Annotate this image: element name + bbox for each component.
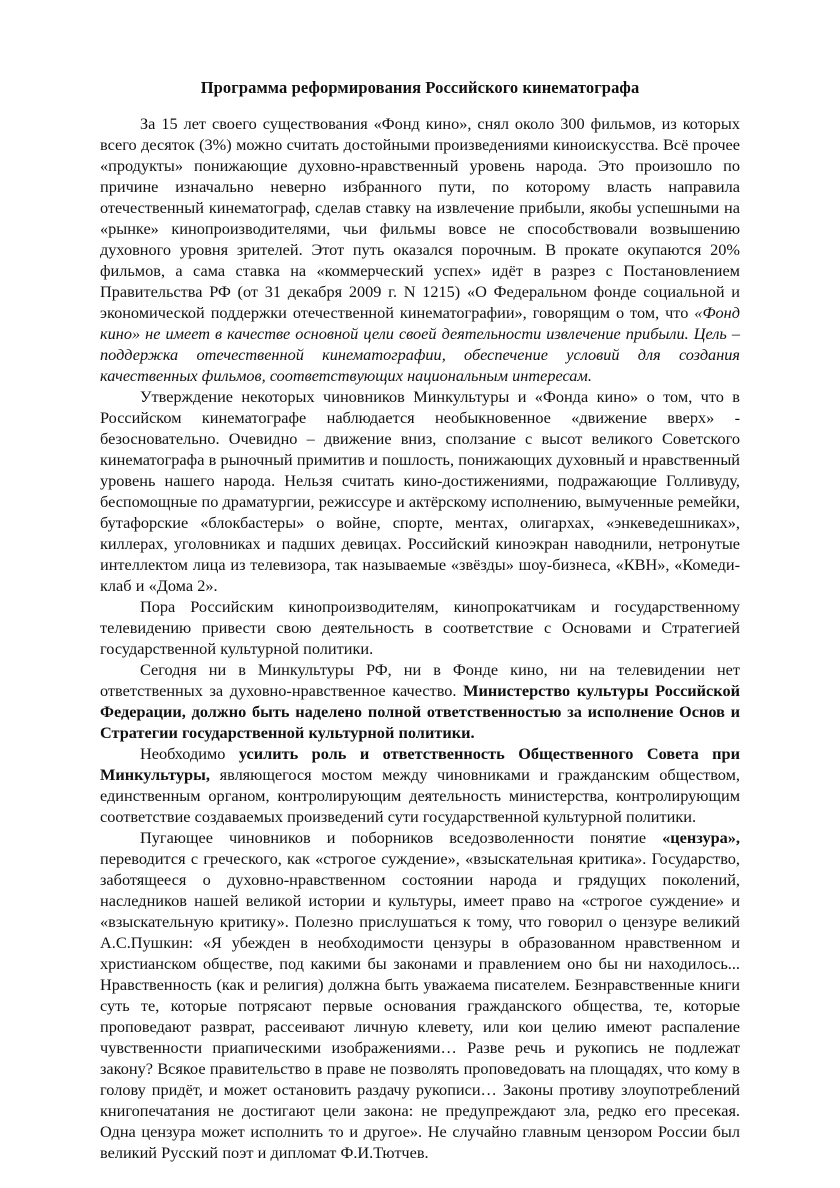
paragraph bbox=[100, 659, 740, 743]
text-run: Утверждение некоторых чиновников Минкультуры и «Фонда кино» о том, что в Российском кинематографе наблюдается необыкновенное «движение вверх» - безосновательно. Очевидно – движение вниз, сползание с высот великого Советского кинематографа в рыночный примитив и пошлость, понижающих духовный и нравственный уровень нашего народа. Нельзя считать кино-достижениями, подражающие Голливуду, беспомощные по драматургии, режиссуре и актёрскому исполнению, вымученные ремейки, бутафорские «блокбастеры» о войне, спорте, ментах, олигархах, «энкеведешниках», киллерах, уголовниках и падших девицах. Российский киноэкран наводнили, нетронутые интеллектом лица из телевизора, так называемые «звёзды» шоу-бизнеса, «КВН», «Комеди-клаб и «Дома 2». bbox=[100, 386, 741, 595]
text-run: являющегося мостом между чиновниками и гражданским обществом, единственным органом, контролирующим деятельность министерства, контролирующим соответствие создаваемых произведений сути государственной культурной политики. bbox=[100, 764, 740, 826]
bold-text-run: усилить роль и ответственность Общественного Совета при Минкультуры, bbox=[100, 743, 740, 784]
document-body bbox=[100, 78, 740, 1163]
paragraph-container bbox=[100, 113, 740, 1163]
page-title: Программа реформирования Российского кинематографа bbox=[200, 78, 640, 97]
paragraph bbox=[100, 386, 740, 596]
text-run: Пугающее чиновников и поборников вседозволенности понятие bbox=[140, 827, 663, 847]
paragraph bbox=[100, 743, 740, 827]
text-run: Сегодня ни в Минкультуры РФ, ни в Фонде кино, ни на телевидении нет ответственных за духовно-нравственное качество. bbox=[100, 659, 740, 700]
bold-text-run: Министерство культуры Российской Федерации, должно быть наделено полной ответственностью за исполнение Основ и Стратегии государственной культурной политики. bbox=[100, 680, 740, 742]
text-run: Необходимо bbox=[140, 743, 239, 763]
italic-text-run: «Фонд кино» не имеет в качестве основной цели своей деятельности извлечение прибыли. Цель – поддержка отечественной кинематографии, обеспечение условий для создания качественных фильмов, соответствующих национальным интересам. bbox=[100, 302, 740, 385]
paragraph bbox=[100, 596, 740, 659]
text-run: За 15 лет своего существования «Фонд кино», снял около 300 фильмов, из которых всего десяток (3%) можно считать достойными произведениями киноискусства. Всё прочее «продукты» понижающие духовно-нравственный уровень народа. Это произошло по причине изначально неверно избранного пути, по которому власть направила отечественный кинематограф, сделав ставку на извлечение прибыли, якобы успешными на «рынке» кинопроизводителями, чьи фильмы вовсе не способствовали возвышению духовного уровня зрителей. Этот путь оказался порочным. В прокате окупаются 20% фильмов, а сама ставка на «коммерческий успех» идёт в разрез с Постановлением Правительства РФ (от 31 декабря 2009 г. N 1215) «О Федеральном фонде социальной и экономической поддержки отечественной кинематографии», говорящим о том, что bbox=[100, 113, 740, 322]
paragraph bbox=[100, 827, 740, 1163]
paragraph bbox=[100, 113, 740, 386]
text-run: Пора Российским кинопроизводителям, кинопрокатчикам и государственному телевидению привести свою деятельность в соответствие с Основами и Стратегией государственной культурной политики. bbox=[100, 596, 740, 658]
bold-text-run: «цензура», bbox=[662, 827, 740, 847]
text-run: переводится с греческого, как «строгое суждение», «взыскательная критика». Государство, заботящееся о духовно-нравственном состоянии народа и грядущих поколений, наследников нашей великой истории и культуры, имеет право на «строгое суждение» и «взыскательную критику». Полезно прислушаться к тому, что говорил о цензуре великий А.С.Пушкин: «Я убежден в необходимости цензуры в образованном нравственном и христианском обществе, под какими бы законами и правлением оно бы ни находилось... Нравственность (как и религия) должна быть уважаема писателем. Безнравственные книги суть те, которые потрясают первые основания гражданского общества, те, которые проповедают разврат, рассеивают личную клевету, или кои целию имеют распаление чувственности приапическими изображениями… Разве речь и рукопись не подлежат закону? Всякое правительство в праве не позволять проповедовать на площадях, что кому в голову придёт, и может остановить раздачу рукописи… Законы противу злоупотреблений книгопечатания не достигают цели закона: не предупреждают зла, редко его пресекая. Одна цензура может исполнить то и другое». Не случайно главным цензором России был великий Русский поэт и дипломат Ф.И.Тютчев. bbox=[100, 848, 740, 1162]
